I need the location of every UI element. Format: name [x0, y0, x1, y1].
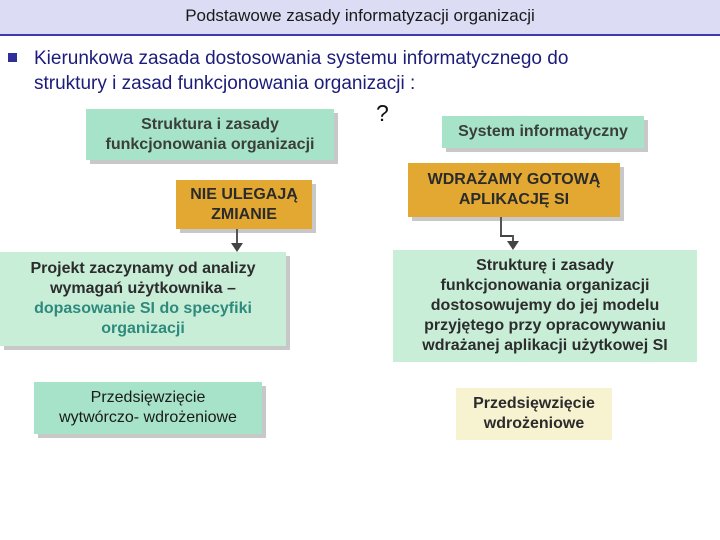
connector-right-1 [500, 217, 502, 235]
system-box [442, 116, 644, 148]
project-box [0, 252, 286, 346]
adapt-line-2: funkcjonowania organizacji [440, 277, 650, 294]
page-title: Podstawowe zasady informatyzacji organizacji [185, 6, 535, 25]
unchanged-box [176, 180, 312, 229]
arrow-down-icon [507, 241, 519, 250]
main-heading [34, 46, 694, 96]
structure-line-1: Struktura i zasady [141, 115, 279, 133]
venture-right-box [456, 388, 612, 440]
system-label: System informatyczny [458, 123, 628, 140]
adapt-box [393, 250, 697, 362]
implement-box [408, 163, 620, 217]
adapt-line-3: dostosowujemy do jej modelu [430, 297, 660, 314]
unchanged-line-2: ZMIANIE [211, 205, 277, 223]
structure-box [86, 109, 334, 160]
project-line-2: wymagań użytkownika – [50, 280, 236, 297]
adapt-line-5: wdrażanej aplikacji użytkowej SI [422, 337, 668, 354]
connector-left-1 [236, 229, 238, 243]
project-line-4: organizacji [101, 320, 185, 337]
structure-line-2: funkcjonowania organizacji [105, 135, 315, 153]
adapt-line-4: przyjętego przy opracowywaniu [424, 317, 666, 334]
implement-line-2: APLIKACJĘ SI [458, 191, 570, 208]
arrow-down-icon [231, 243, 243, 252]
project-line-3: dopasowanie SI do specyfiki [34, 300, 252, 317]
venture-right-line-1: Przedsięwzięcie [473, 395, 595, 412]
unchanged-line-1: NIE ULEGAJĄ [190, 185, 298, 203]
adapt-line-1: Strukturę i zasady [476, 257, 614, 274]
question-mark: ? [376, 100, 389, 126]
implement-line-1: WDRAŻAMY GOTOWĄ [427, 171, 601, 188]
heading-line-1: Kierunkowa zasada dostosowania systemu informatycznego do [34, 48, 569, 69]
venture-right-line-2: wdrożeniowe [483, 415, 585, 432]
project-line-1: Projekt zaczynamy od analizy [30, 260, 256, 277]
venture-left-box [34, 382, 262, 434]
venture-left-line-1: Przedsięwzięcie [90, 389, 206, 406]
bullet-icon [8, 53, 17, 62]
heading-line-2: struktury i zasad funkcjonowania organizacji : [34, 73, 416, 94]
venture-left-line-2: wytwórczo- wdrożeniowe [59, 409, 237, 426]
